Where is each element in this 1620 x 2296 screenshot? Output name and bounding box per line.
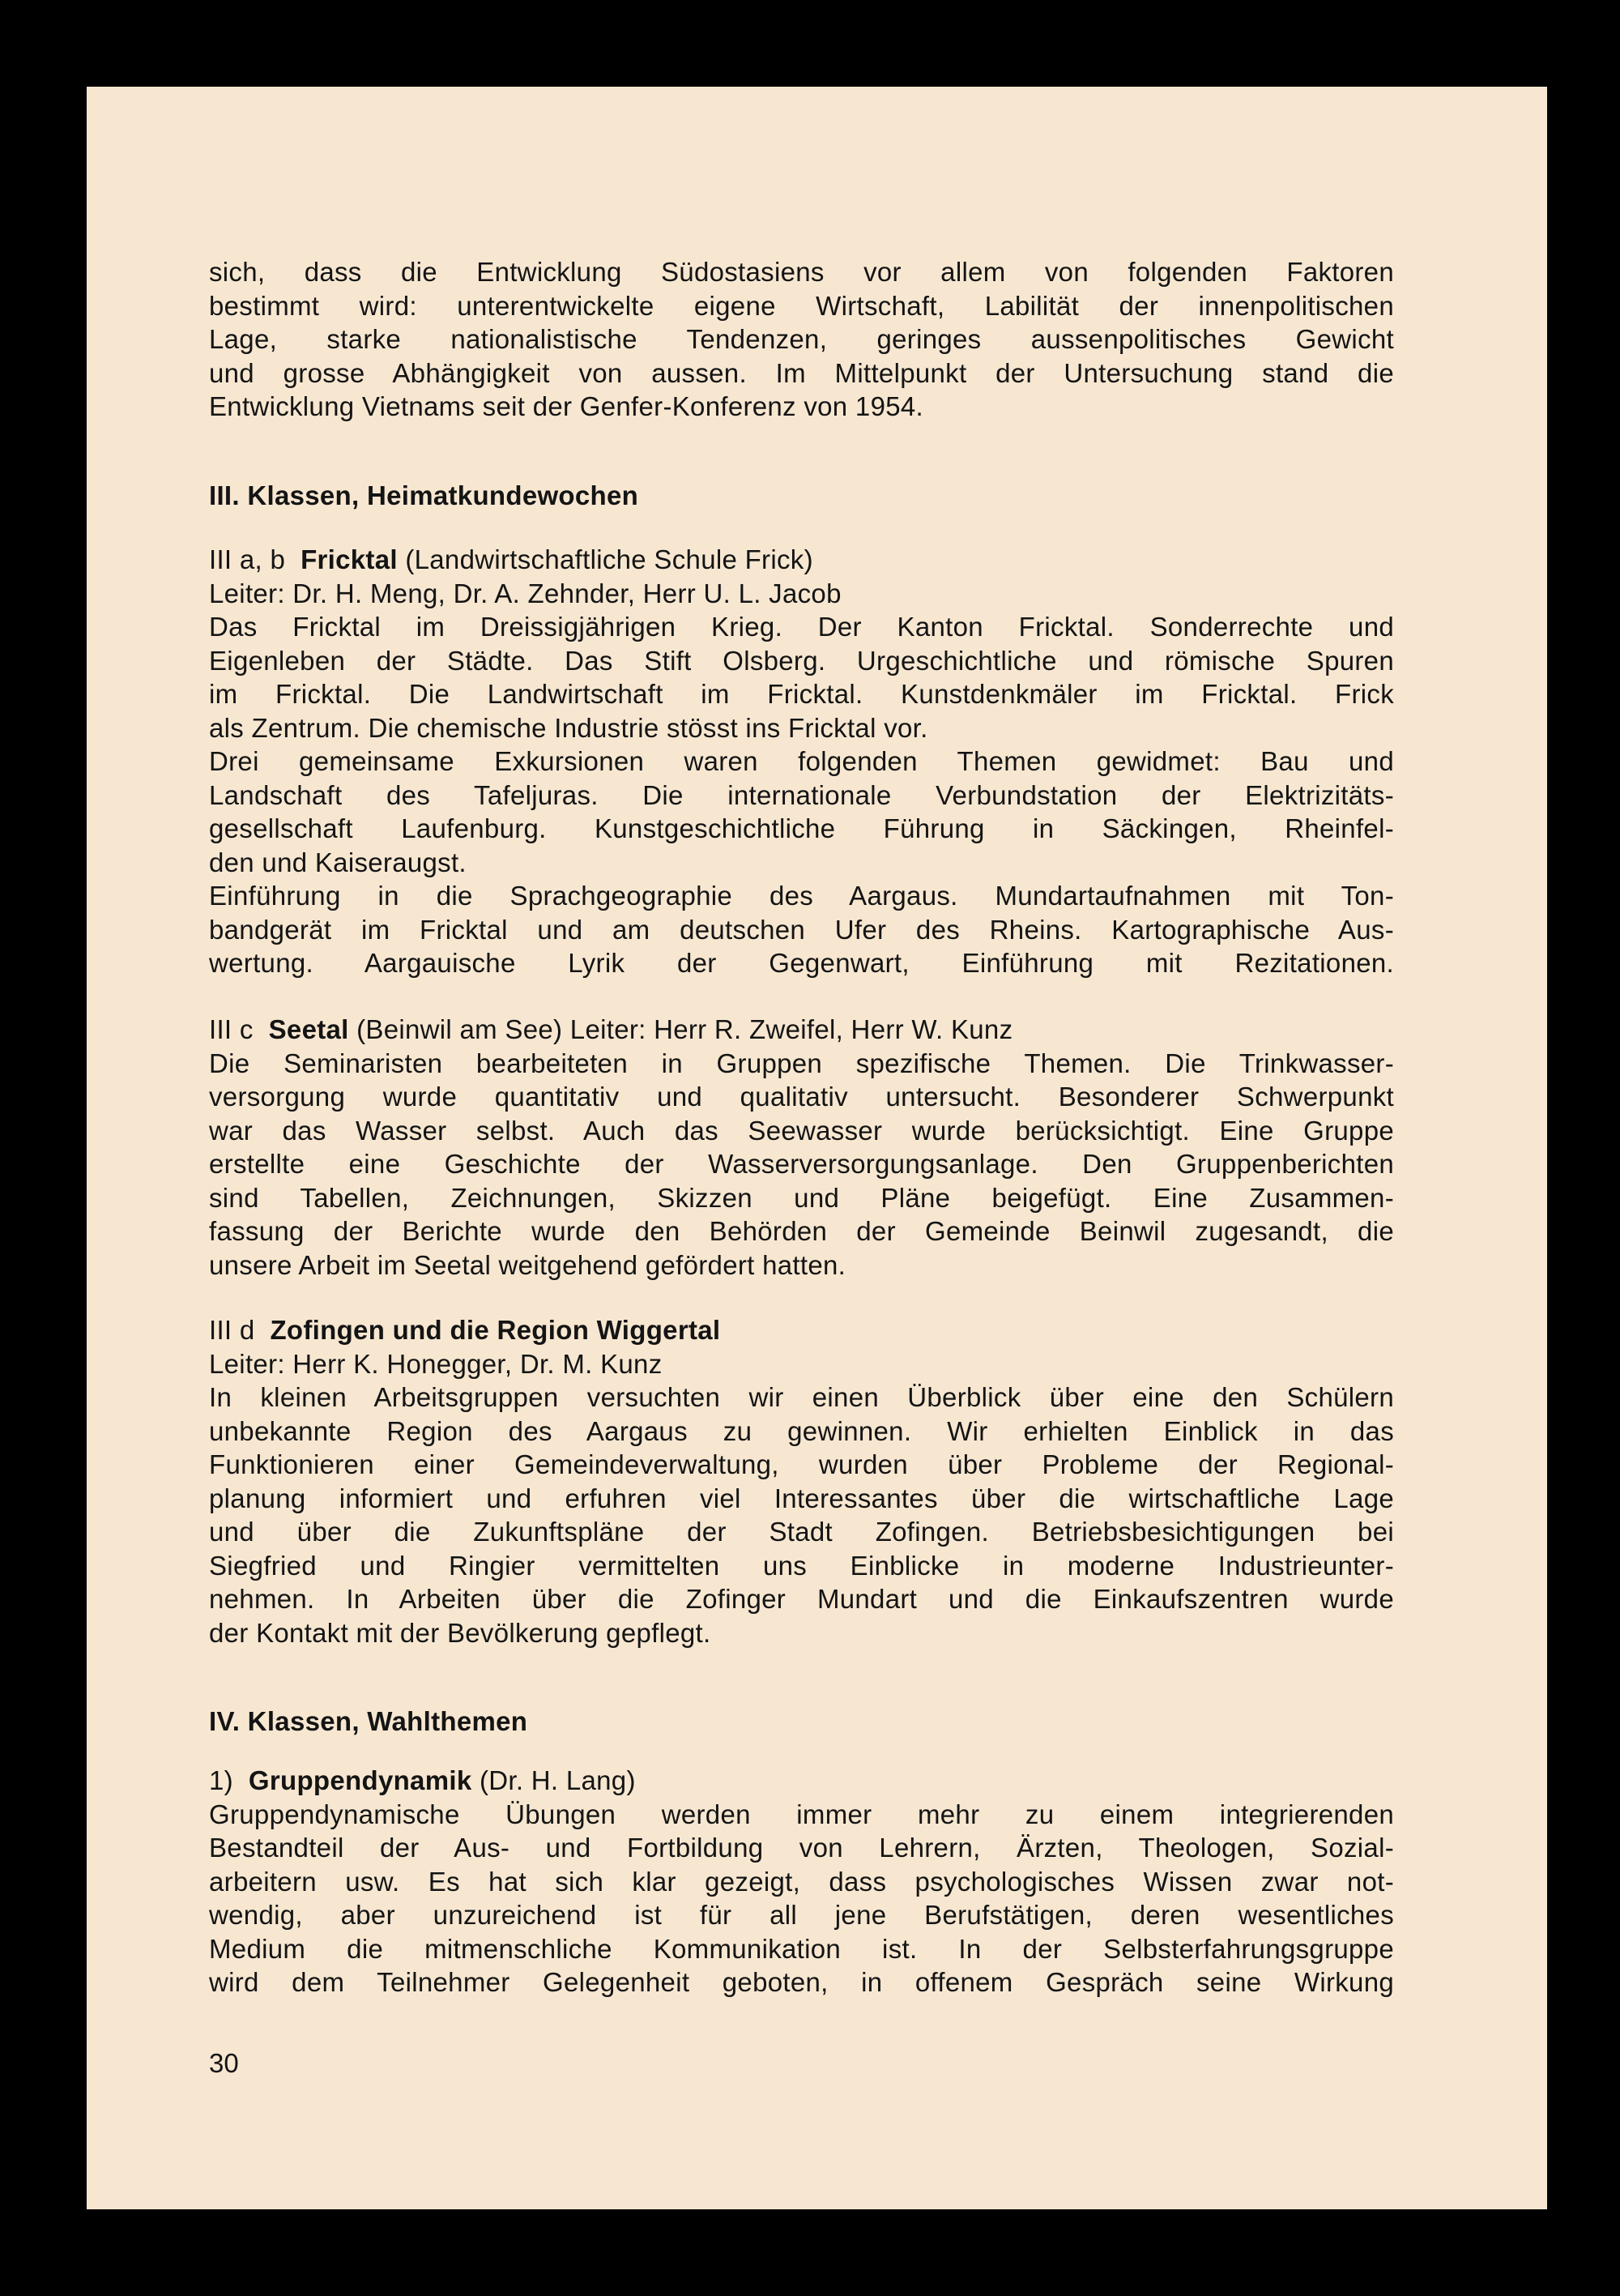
text-line: versorgung wurde quantitativ und qualitativ untersucht. Besonderer Schwerpunkt	[209, 1082, 1394, 1112]
section-header-line	[209, 1313, 1394, 1347]
text-line: Eigenleben der Städte. Das Stift Olsberg. Urgeschichtliche und römische Spuren	[209, 645, 1394, 676]
section-subtitle: (Landwirtschaftliche Schule Frick)	[397, 544, 813, 574]
section-gruppendynamik	[209, 1764, 1394, 1999]
section-fricktal	[209, 543, 1394, 980]
page-number: 30	[209, 2048, 239, 2078]
text-line: Leiter: Dr. H. Meng, Dr. A. Zehnder, Herr U. L. Jacob	[209, 578, 842, 608]
text-line: Die Seminaristen bearbeiteten in Gruppen spezifische Themen. Die Trinkwasser-	[209, 1048, 1394, 1078]
section-zofingen	[209, 1313, 1394, 1649]
text-line: Gruppendynamische Übungen werden immer mehr zu einem integrierenden	[209, 1799, 1394, 1829]
section-label: III d	[209, 1315, 255, 1345]
text-line: im Fricktal. Die Landwirtschaft im Fricktal. Kunstdenkmäler im Fricktal. Frick	[209, 679, 1394, 709]
intro-paragraph	[209, 255, 1394, 424]
text-line: war das Wasser selbst. Auch das Seewasser wurde berücksichtigt. Eine Gruppe	[209, 1115, 1394, 1146]
text-line: In kleinen Arbeitsgruppen versuchten wir einen Überblick über eine den Schülern	[209, 1382, 1394, 1412]
text-line: sind Tabellen, Zeichnungen, Skizzen und Pläne beigefügt. Eine Zusammen-	[209, 1182, 1394, 1213]
section-label: III a, b	[209, 544, 286, 574]
section-header-line	[209, 1764, 1394, 1798]
text-line: den und Kaiseraugst.	[209, 847, 467, 877]
text-line: Lage, starke nationalistische Tendenzen, geringes aussenpolitisches Gewicht	[209, 324, 1394, 354]
section-seetal	[209, 1013, 1394, 1282]
section-header-line	[209, 1013, 1394, 1047]
section-label: 1)	[209, 1765, 233, 1795]
section-heading-iii: III. Klassen, Heimatkundewochen	[209, 480, 639, 510]
text-line: wertung. Aargauische Lyrik der Gegenwart, Einführung mit Rezitationen.	[209, 948, 1394, 978]
text-line: fassung der Berichte wurde den Behörden der Gemeinde Beinwil zugesandt, die	[209, 1216, 1394, 1246]
text-line: und grosse Abhängigkeit von aussen. Im Mittelpunkt der Untersuchung stand die	[209, 357, 1394, 388]
text-line: und über die Zukunftspläne der Stadt Zofingen. Betriebsbesichtigungen bei	[209, 1517, 1394, 1547]
section-heading-iv: IV. Klassen, Wahlthemen	[209, 1706, 528, 1736]
section-subtitle: (Beinwil am See) Leiter: Herr R. Zweifel, Herr W. Kunz	[348, 1014, 1013, 1044]
text-line: gesellschaft Laufenburg. Kunstgeschichtliche Führung in Säckingen, Rheinfel-	[209, 813, 1394, 843]
text-line: arbeitern usw. Es hat sich klar gezeigt, dass psychologisches Wissen zwar not-	[209, 1866, 1394, 1897]
text-line: Landschaft des Tafeljuras. Die internationale Verbundstation der Elektrizitäts-	[209, 779, 1394, 810]
text-line: erstellte eine Geschichte der Wasserversorgungsanlage. Den Gruppenberichten	[209, 1149, 1394, 1179]
text-line: nehmen. In Arbeiten über die Zofinger Mundart und die Einkaufszentren wurde	[209, 1584, 1394, 1614]
text-line: als Zentrum. Die chemische Industrie stösst ins Fricktal vor.	[209, 712, 928, 743]
text-line: planung informiert und erfuhren viel Interessantes über die wirtschaftliche Lage	[209, 1483, 1394, 1513]
text-line: Funktionieren einer Gemeindeverwaltung, wurden über Probleme der Regional-	[209, 1449, 1394, 1479]
section-title: Seetal	[268, 1014, 349, 1044]
text-line: unbekannte Region des Aargaus zu gewinnen. Wir erhielten Einblick in das	[209, 1415, 1394, 1446]
text-line: wendig, aber unzureichend ist für all jene Berufstätigen, deren wesentliches	[209, 1900, 1394, 1930]
text-line: Entwicklung Vietnams seit der Genfer-Konferenz von 1954.	[209, 391, 924, 421]
text-line: Leiter: Herr K. Honegger, Dr. M. Kunz	[209, 1348, 663, 1379]
text-line: bestimmt wird: unterentwickelte eigene Wirtschaft, Labilität der innenpolitischen	[209, 290, 1394, 321]
text-line: bandgerät im Fricktal und am deutschen Ufer des Rheins. Kartographische Aus-	[209, 914, 1394, 945]
section-header-line	[209, 543, 1394, 577]
text-line: Das Fricktal im Dreissigjährigen Krieg. Der Kanton Fricktal. Sonderrechte und	[209, 612, 1394, 642]
text-line: der Kontakt mit der Bevölkerung gepflegt.	[209, 1617, 711, 1648]
text-line: sich, dass die Entwicklung Südostasiens vor allem von folgenden Faktoren	[209, 257, 1394, 287]
text-line: Bestandteil der Aus- und Fortbildung von Lehrern, Ärzten, Theologen, Sozial-	[209, 1833, 1394, 1863]
text-line: Drei gemeinsame Exkursionen waren folgenden Themen gewidmet: Bau und	[209, 746, 1394, 776]
text-line: unsere Arbeit im Seetal weitgehend gefördert hatten.	[209, 1249, 846, 1280]
section-label: III c	[209, 1014, 254, 1044]
text-line: Siegfried und Ringier vermittelten uns Einblicke in moderne Industrieunter-	[209, 1550, 1394, 1581]
text-line: wird dem Teilnehmer Gelegenheit geboten, in offenem Gespräch seine Wirkung	[209, 1967, 1394, 1997]
section-title: Zofingen und die Region Wiggertal	[270, 1315, 721, 1345]
section-subtitle: (Dr. H. Lang)	[471, 1765, 636, 1795]
text-line: Einführung in die Sprachgeographie des Aargaus. Mundartaufnahmen mit Ton-	[209, 881, 1394, 911]
text-line: Medium die mitmenschliche Kommunikation ist. In der Selbsterfahrungsgruppe	[209, 1933, 1394, 1964]
section-title: Gruppendynamik	[248, 1765, 472, 1795]
section-title: Fricktal	[301, 544, 398, 574]
